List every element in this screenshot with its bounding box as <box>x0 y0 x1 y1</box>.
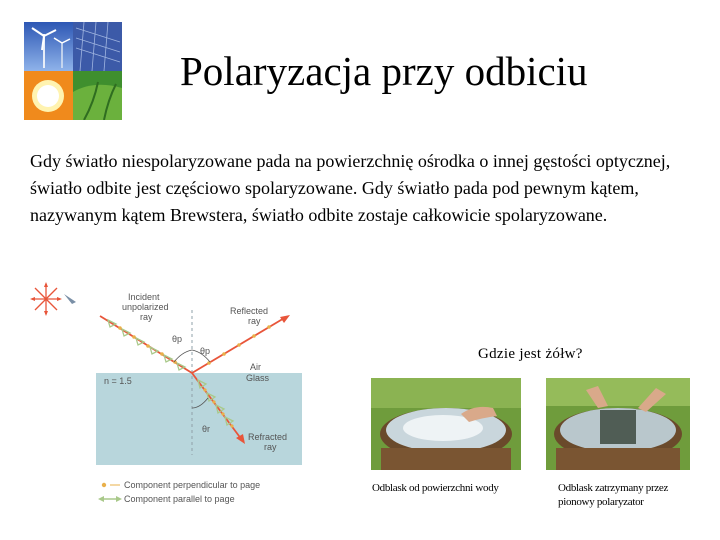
theta-p-reflected-label: θp <box>200 346 211 356</box>
unpolarized-light-icon <box>24 280 80 318</box>
slide-body-text: Gdy światło niespolaryzowane pada na powierzchnię ośrodka o innej gęstości optycznej, światło odbite jest częściowo spolaryzowane. Gdy światło pada pod pewnym kątem, nazywanym kątem Brewstera, światło odbite zostaje całkowicie spolaryzowane. <box>30 151 671 225</box>
reflected-label-line1: Reflected <box>230 306 269 316</box>
refractive-index-label: n = 1.5 <box>104 376 132 386</box>
incident-label-line1: Incident <box>128 292 160 302</box>
theta-r-label: θr <box>202 424 211 434</box>
right-photo-caption: Odblask zatrzymany przez pionowy polaryzator <box>558 482 669 508</box>
diagram-legend <box>98 480 260 504</box>
glass-label: Glass <box>246 373 270 383</box>
incident-label-line3: ray <box>140 312 153 322</box>
renewable-energy-logo <box>24 22 122 120</box>
question-text: Gdzie jest żółw? <box>478 346 583 362</box>
theta-p-incident-label: θp <box>172 334 183 344</box>
refracted-label-line2: ray <box>264 442 277 452</box>
incident-label-line2: unpolarized <box>122 302 169 312</box>
legend-perpendicular-label: Component perpendicular to page <box>124 480 261 490</box>
refracted-label-line1: Refracted <box>248 432 288 442</box>
air-label: Air <box>250 362 261 372</box>
reflected-label-line2: ray <box>248 316 261 326</box>
slide-title: Polaryzacja przy odbiciu <box>180 48 588 94</box>
left-photo-caption: Odblask od powierzchni wody <box>372 482 499 494</box>
brewster-angle-diagram <box>24 280 314 510</box>
water-glare-photo <box>371 378 521 470</box>
legend-parallel-label: Component parallel to page <box>124 494 235 504</box>
polarizer-photo <box>546 378 690 470</box>
